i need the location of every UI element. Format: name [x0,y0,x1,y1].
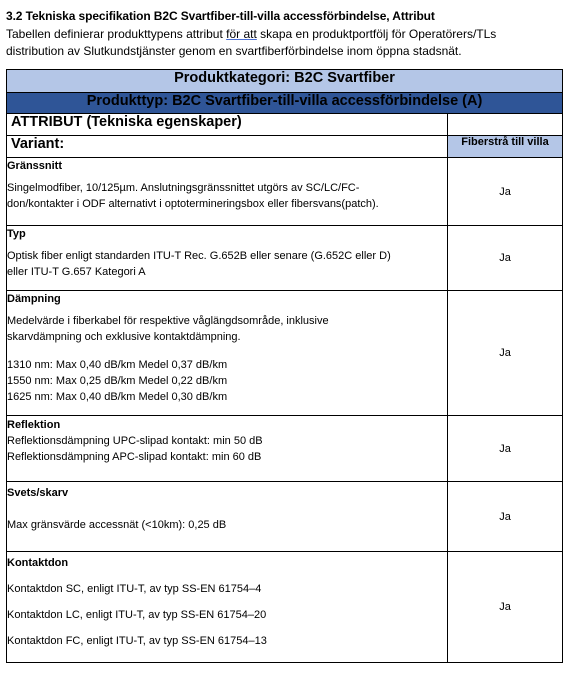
dampning-value: Ja [448,291,563,416]
table-row-kontaktdon [7,552,563,663]
dampning-description [7,291,448,416]
kontaktdon-value: Ja [448,552,563,663]
typ-description [7,226,448,291]
kontaktdon-lc: Kontaktdon LC, enligt ITU-T, av typ SS-EN 61754–20 [7,609,267,621]
kontaktdon-title: Kontaktdon [7,557,69,569]
reflektion-description [7,416,448,482]
category-row [7,70,563,93]
dampning-1625nm: 1625 nm: Max 0,40 dB/km Medel 0,30 dB/km [7,391,228,403]
granssnitt-line2: don/kontakter i ODF alternativt i optotermineringsbox eller fibersvans(patch). [7,198,379,210]
attribute-header-row [7,114,563,136]
dampning-line1: Medelvärde i fiberkabel för respektive våglängdsområde, inklusive [7,315,329,327]
variant-label: Variant: [7,136,448,158]
typ-line1: Optisk fiber enligt standarden ITU-T Rec. G.652B eller senare (G.652C eller D) [7,250,391,262]
product-type-header: Produkttyp: B2C Svartfiber-till-villa accessförbindelse (A) [7,93,563,114]
product-type-row [7,93,563,114]
intro-paragraph [6,26,566,59]
kontaktdon-sc: Kontaktdon SC, enligt ITU-T, av typ SS-EN 61754–4 [7,583,262,595]
product-category-header: Produktkategori: B2C Svartfiber [7,70,563,93]
intro-text-line2: distribution av Slutkundstjänster genom en svartfiberförbindelse inom öppna stadsnät. [6,43,462,58]
typ-title: Typ [7,228,26,240]
attribute-header-empty-cell [448,114,563,136]
specification-table [6,69,563,663]
intro-text-start: Tabellen definierar produkttypens attribut [6,27,227,41]
reflektion-line1: Reflektionsdämpning UPC-slipad kontakt: min 50 dB [7,435,263,447]
variant-row [7,136,563,158]
table-row-granssnitt [7,158,563,226]
kontaktdon-fc: Kontaktdon FC, enligt ITU-T, av typ SS-EN 61754–13 [7,635,267,647]
dampning-title: Dämpning [7,293,61,305]
dampning-1310nm: 1310 nm: Max 0,40 dB/km Medel 0,37 dB/km [7,359,228,371]
svets-description [7,482,448,552]
dampning-1550nm: 1550 nm: Max 0,25 dB/km Medel 0,22 dB/km [7,375,228,387]
granssnitt-value: Ja [448,158,563,226]
granssnitt-title: Gränssnitt [7,160,63,172]
dampning-line2: skarvdämpning och exklusive kontaktdämpning. [7,331,241,343]
variant-column-header: Fiberstrå till villa [448,136,563,158]
granssnitt-description [7,158,448,226]
table-row-dampning [7,291,563,416]
attribute-header: ATTRIBUT (Tekniska egenskaper) [7,114,448,136]
svets-line1: Max gränsvärde accessnät (<10km): 0,25 dB [7,519,227,531]
svets-title: Svets/skarv [7,487,69,499]
granssnitt-line1: Singelmodfiber, 10/125µm. Anslutningsgränssnittet utgörs av SC/LC/FC- [7,182,360,194]
kontaktdon-description [7,552,448,663]
intro-underlined-words: för att [226,27,257,41]
reflektion-line2: Reflektionsdämpning APC-slipad kontakt: min 60 dB [7,451,262,463]
section-heading: 3.2 Tekniska specifikation B2C Svartfiber-till-villa accessförbindelse, Attribut [6,9,435,23]
reflektion-title: Reflektion [7,419,61,431]
reflektion-value: Ja [448,416,563,482]
intro-text-end: skapa en produktportfölj för Operatörers/TLs [256,27,497,41]
typ-line2: eller ITU-T G.657 Kategori A [7,266,146,278]
svets-value: Ja [448,482,563,552]
table-row-svets [7,482,563,552]
table-row-reflektion [7,416,563,482]
table-row-typ [7,226,563,291]
typ-value: Ja [448,226,563,291]
